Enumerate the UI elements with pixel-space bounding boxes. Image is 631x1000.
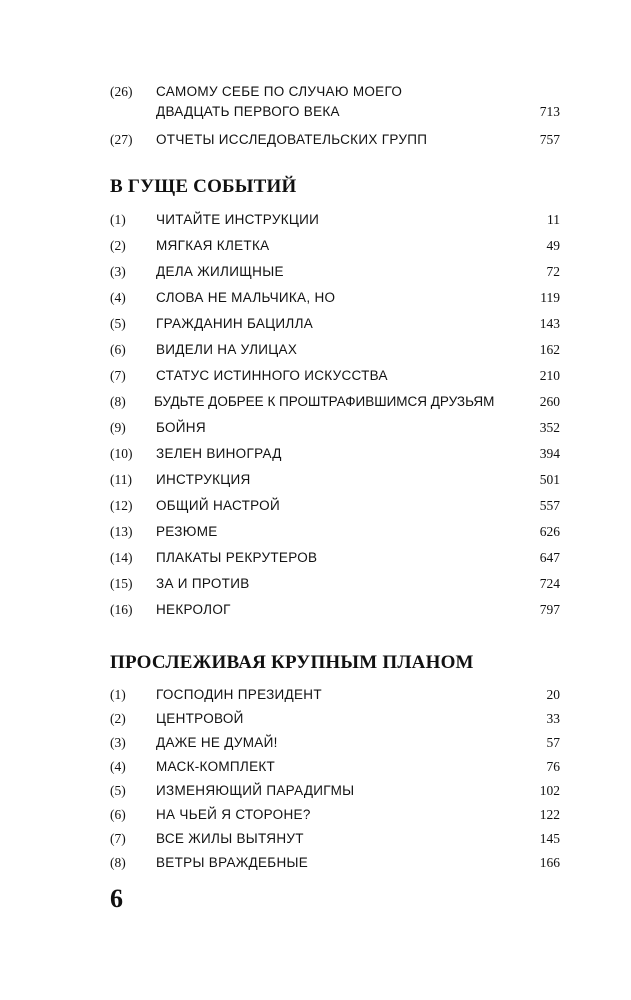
toc-entry bbox=[110, 829, 560, 853]
entry-title-line1: САМОМУ СЕБЕ ПО СЛУЧАЮ МОЕГО bbox=[156, 84, 403, 99]
entry-title: БОЙНЯ bbox=[156, 420, 206, 435]
toc-section-2 bbox=[110, 685, 560, 877]
entry-title bbox=[156, 82, 402, 122]
toc-entry bbox=[110, 805, 560, 829]
toc-entry bbox=[110, 262, 560, 288]
toc-entry bbox=[110, 236, 560, 262]
entry-number: (26) bbox=[110, 84, 133, 99]
entry-number: (6) bbox=[110, 807, 126, 822]
entry-number: (3) bbox=[110, 735, 126, 750]
toc-entry bbox=[110, 288, 560, 314]
entry-page: 143 bbox=[539, 316, 560, 331]
entry-number: (6) bbox=[110, 342, 126, 357]
entry-number: (8) bbox=[110, 855, 126, 870]
entry-title: ИНСТРУКЦИЯ bbox=[156, 472, 251, 487]
toc-entry bbox=[110, 130, 560, 156]
toc-continuation bbox=[110, 82, 560, 156]
entry-title: ОТЧЕТЫ ИССЛЕДОВАТЕЛЬСКИХ ГРУПП bbox=[156, 132, 428, 147]
entry-title: ГРАЖДАНИН БАЦИЛЛА bbox=[156, 316, 314, 331]
entry-title: МЯГКАЯ КЛЕТКА bbox=[156, 238, 270, 253]
entry-number: (2) bbox=[110, 711, 126, 726]
entry-title: СТАТУС ИСТИННОГО ИСКУССТВА bbox=[156, 368, 388, 383]
entry-page: 501 bbox=[539, 472, 560, 487]
toc-entry bbox=[110, 685, 560, 709]
entry-title: РЕЗЮМЕ bbox=[156, 524, 218, 539]
entry-page: 72 bbox=[546, 264, 560, 279]
entry-title: БУДЬТЕ ДОБРЕЕ К ПРОШТРАФИВШИМСЯ ДРУЗЬЯМ bbox=[154, 394, 495, 409]
entry-title: ВСЕ ЖИЛЫ ВЫТЯНУТ bbox=[156, 831, 304, 846]
entry-title: ПЛАКАТЫ РЕКРУТЕРОВ bbox=[156, 550, 318, 565]
entry-page: 757 bbox=[539, 132, 560, 147]
toc-entry bbox=[110, 853, 560, 877]
entry-number: (4) bbox=[110, 290, 126, 305]
entry-page: 11 bbox=[547, 212, 560, 227]
entry-title: ВЕТРЫ ВРАЖДЕБНЫЕ bbox=[156, 855, 309, 870]
toc-entry bbox=[110, 366, 560, 392]
section-heading: ПРОСЛЕЖИВАЯ КРУПНЫМ ПЛАНОМ bbox=[110, 652, 474, 673]
entry-page: 647 bbox=[539, 550, 560, 565]
entry-title: ЗЕЛЕН ВИНОГРАД bbox=[156, 446, 282, 461]
entry-page: 260 bbox=[539, 394, 560, 409]
toc-entry bbox=[110, 82, 560, 130]
entry-page: 119 bbox=[540, 290, 560, 305]
entry-number: (8) bbox=[110, 394, 126, 409]
entry-number: (3) bbox=[110, 264, 126, 279]
toc-entry bbox=[110, 444, 560, 470]
entry-page: 33 bbox=[546, 711, 560, 726]
entry-page: 797 bbox=[539, 602, 560, 617]
entry-title: СЛОВА НЕ МАЛЬЧИКА, НО bbox=[156, 290, 336, 305]
entry-page: 352 bbox=[539, 420, 560, 435]
entry-number: (16) bbox=[110, 602, 133, 617]
page-number: 6 bbox=[110, 884, 123, 913]
entry-number: (5) bbox=[110, 783, 126, 798]
entry-page: 162 bbox=[539, 342, 560, 357]
toc-entry bbox=[110, 733, 560, 757]
entry-page: 210 bbox=[539, 368, 560, 383]
entry-title: ДАЖЕ НЕ ДУМАЙ! bbox=[156, 735, 278, 750]
toc-entry bbox=[110, 548, 560, 574]
entry-title: ГОСПОДИН ПРЕЗИДЕНТ bbox=[156, 687, 322, 702]
entry-title: МАСК-КОМПЛЕКТ bbox=[156, 759, 276, 774]
entry-number: (15) bbox=[110, 576, 133, 591]
toc-entry bbox=[110, 340, 560, 366]
toc-entry bbox=[110, 757, 560, 781]
entry-title: ЗА И ПРОТИВ bbox=[156, 576, 250, 591]
toc-entry bbox=[110, 781, 560, 805]
toc-entry bbox=[110, 574, 560, 600]
entry-number: (12) bbox=[110, 498, 133, 513]
entry-number: (11) bbox=[110, 472, 132, 487]
entry-number: (2) bbox=[110, 238, 126, 253]
entry-page: 20 bbox=[546, 687, 560, 702]
entry-number: (1) bbox=[110, 687, 126, 702]
entry-title: НЕКРОЛОГ bbox=[156, 602, 231, 617]
entry-title: ЧИТАЙТЕ ИНСТРУКЦИИ bbox=[156, 212, 320, 227]
toc-entry bbox=[110, 600, 560, 626]
entry-number: (5) bbox=[110, 316, 126, 331]
entry-number: (10) bbox=[110, 446, 133, 461]
entry-page: 102 bbox=[539, 783, 560, 798]
entry-number: (14) bbox=[110, 550, 133, 565]
entry-number: (9) bbox=[110, 420, 126, 435]
entry-page: 76 bbox=[546, 759, 560, 774]
toc-entry bbox=[110, 392, 560, 418]
toc-section-1 bbox=[110, 210, 560, 626]
toc-entry bbox=[110, 496, 560, 522]
toc-entry bbox=[110, 210, 560, 236]
toc-entry bbox=[110, 418, 560, 444]
entry-number: (1) bbox=[110, 212, 126, 227]
entry-title: ИЗМЕНЯЮЩИЙ ПАРАДИГМЫ bbox=[156, 783, 355, 798]
entry-title: ЦЕНТРОВОЙ bbox=[156, 711, 244, 726]
toc-entry bbox=[110, 522, 560, 548]
entry-page: 724 bbox=[539, 576, 560, 591]
entry-title-line2: ДВАДЦАТЬ ПЕРВОГО ВЕКА bbox=[156, 104, 340, 119]
entry-page: 122 bbox=[539, 807, 560, 822]
entry-page: 145 bbox=[539, 831, 560, 846]
entry-page: 713 bbox=[539, 104, 560, 119]
toc-entry bbox=[110, 314, 560, 340]
entry-page: 49 bbox=[546, 238, 560, 253]
entry-number: (7) bbox=[110, 368, 126, 383]
entry-page: 557 bbox=[539, 498, 560, 513]
toc-entry bbox=[110, 470, 560, 496]
entry-number: (27) bbox=[110, 132, 133, 147]
entry-title: ДЕЛА ЖИЛИЩНЫЕ bbox=[156, 264, 284, 279]
entry-number: (4) bbox=[110, 759, 126, 774]
entry-page: 57 bbox=[546, 735, 560, 750]
entry-number: (7) bbox=[110, 831, 126, 846]
entry-page: 394 bbox=[539, 446, 560, 461]
toc-entry bbox=[110, 709, 560, 733]
entry-page: 626 bbox=[539, 524, 560, 539]
entry-number: (13) bbox=[110, 524, 133, 539]
entry-title: ОБЩИЙ НАСТРОЙ bbox=[156, 498, 280, 513]
entry-title: НА ЧЬЕЙ Я СТОРОНЕ? bbox=[156, 807, 311, 822]
entry-title: ВИДЕЛИ НА УЛИЦАХ bbox=[156, 342, 298, 357]
section-heading: В ГУЩЕ СОБЫТИЙ bbox=[110, 176, 297, 197]
entry-page: 166 bbox=[539, 855, 560, 870]
